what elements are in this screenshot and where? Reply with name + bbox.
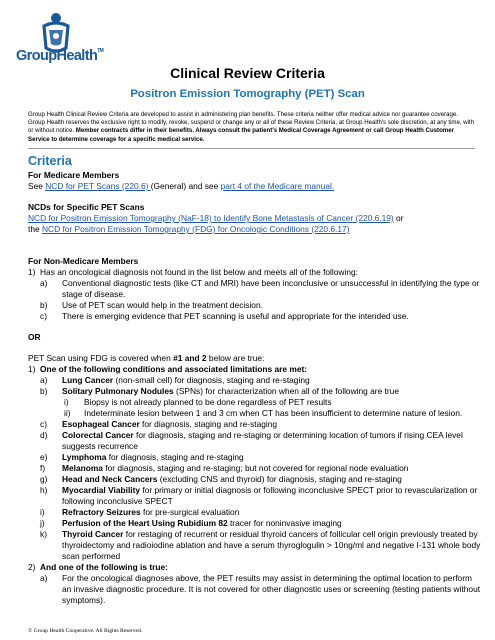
item-text: for pre-surgical evaluation xyxy=(140,507,240,517)
item-text: Biopsy is not already planned to be done regardless of PET results xyxy=(84,397,332,407)
list-item: 1) One of the following conditions and associated limitations are met: xyxy=(28,364,308,374)
ncd-fdg-link[interactable]: NCD for Positron Emission Tomography (FDG) for Oncologic Conditions (220.6.17) xyxy=(41,224,350,234)
ncd-naf18-link[interactable]: NCD for Positron Emission Tomography (NaF-18) to Identify Bone Metastasis of Cancer (220.6.19) xyxy=(28,213,394,223)
item-text: for diagnosis, staging and re-staging xyxy=(139,419,278,429)
medicare-manual-link[interactable]: part 4 of the Medicare manual. xyxy=(220,181,335,191)
item-text: Use of PET scan would help in the treatment decision. xyxy=(62,300,263,310)
condition-name: Esophageal Cancer xyxy=(62,419,140,429)
or-label: OR xyxy=(28,332,41,342)
condition-item xyxy=(28,507,483,518)
list-marker: f) xyxy=(40,463,46,473)
list-marker: i) xyxy=(64,397,69,407)
list-marker: k) xyxy=(40,529,47,539)
sub-list-item xyxy=(28,311,483,322)
condition-item xyxy=(28,529,483,562)
item-text: (excluding CNS and thyroid) for diagnosis, staging and re-staging xyxy=(157,474,402,484)
condition-name: Colorectal Cancer xyxy=(62,430,134,440)
list-marker: h) xyxy=(40,485,48,495)
list-marker: c) xyxy=(40,311,47,321)
condition-name: Lymphoma xyxy=(62,452,107,462)
page-title: Clinical Review Criteria xyxy=(170,65,325,81)
list-marker: a) xyxy=(40,573,48,583)
list-item: 2) And one of the following is true: xyxy=(28,562,168,572)
item-text: There is emerging evidence that PET scanning is useful and appropriate for the intended use. xyxy=(62,311,409,321)
condition-item xyxy=(28,474,483,485)
item-text: for restaging of recurrent or residual thyroid cancers of follicular cell origin previously treated by thyroidectomy and radioiodine ablation and have a serum thyroglogulin > 10ng/ml and negative I-131 whole body scan performed xyxy=(62,529,481,561)
condition-name: Solitary Pulmonary Nodules xyxy=(62,386,174,396)
logo-wordmark: GroupHealth™ xyxy=(16,48,104,64)
item-text: for primary or initial diagnosis or following inconclusive SPECT prior to revascularization or following inconclusive SPECT xyxy=(62,485,478,506)
non-medicare-heading: For Non-Medicare Members xyxy=(28,256,139,266)
list-marker: d) xyxy=(40,430,48,440)
condition-name: Perfusion of the Heart Using Rubidium 82 xyxy=(62,518,228,528)
item-text: for diagnosis, staging and re-staging or determining location of tumors if rising CEA level suggests recurrence xyxy=(62,430,463,451)
fdg-line: PET Scan using FDG is covered when #1 and 2 below are true: xyxy=(28,353,265,363)
sub-list-item xyxy=(28,573,483,606)
condition-item xyxy=(28,375,483,386)
list-marker: ii) xyxy=(64,408,71,418)
list-marker: c) xyxy=(40,419,47,429)
sub-list-item xyxy=(28,278,483,300)
criteria-heading: Criteria xyxy=(28,154,72,168)
condition-name: Refractory Seizures xyxy=(62,507,141,517)
list-marker: a) xyxy=(40,278,48,288)
item-text: tracer for noninvasive imaging xyxy=(227,518,342,528)
condition-name: Head and Neck Cancers xyxy=(62,474,158,484)
list-marker: i) xyxy=(40,507,45,517)
ncd-pet-scans-link[interactable]: NCD for PET Scans (220.6) xyxy=(45,181,151,191)
condition-item xyxy=(28,452,483,463)
item-text: for diagnosis, staging and re-staging xyxy=(106,452,244,462)
copyright-footer: © Group Health Cooperative. All Rights Reserved. xyxy=(28,628,143,634)
condition-item xyxy=(28,463,483,474)
condition-name: Melanoma xyxy=(62,463,103,473)
item-text: (non-small cell) for diagnosis, staging and re-staging xyxy=(113,375,310,385)
ncd-line-1: NCD for Positron Emission Tomography (NaF-18) to Identify Bone Metastasis of Cancer (220.6.19) or xyxy=(28,213,404,223)
list-marker: a) xyxy=(40,375,48,385)
condition-item xyxy=(28,430,483,452)
medicare-heading: For Medicare Members xyxy=(28,170,120,180)
list-marker: e) xyxy=(40,452,48,462)
condition-name: Myocardial Viability xyxy=(62,485,141,495)
criteria-section xyxy=(28,154,483,606)
condition-item xyxy=(28,485,483,507)
item-text: for diagnosis, staging and re-staging; but not covered for regional node evaluation xyxy=(102,463,409,473)
item-text: For the oncological diagnoses above, the PET results may assist in determining the optimal location to perform an invasive diagnostic procedure. It is not covered for other diagnostic uses or screening (testing patients without symptoms). xyxy=(62,573,481,605)
medicare-see-line: See NCD for PET Scans (220.6) (General) and see part 4 of the Medicare manual. xyxy=(28,181,335,191)
item-text: Indeterminate lesion between 1 and 3 cm when CT has been insufficient to determine nature of lesion. xyxy=(84,408,463,418)
list-item: 1) Has an oncological diagnosis not found in the list below and meets all of the following: xyxy=(28,267,358,277)
sub-list-item xyxy=(28,300,483,311)
ncd-heading: NCDs for Specific PET Scans xyxy=(28,202,145,212)
condition-name: Lung Cancer xyxy=(62,375,114,385)
list-marker: b) xyxy=(40,386,48,396)
condition-sub-item xyxy=(28,397,483,408)
list-marker: j) xyxy=(40,518,45,528)
intro-paragraph: Group Health Clinical Review Criteria are developed to assist in administering plan benefits. These criteria neither offer medical advice nor guarantee coverage. Group Health reserves the exclusive right to modify, revoke, suspend or change any or all of these Review Criteria, at Group Health's sole discretion, at any time, with or without notice. Member contracts differ in their benefits. Always consult the patient's Medical Coverage Agreement or call Group Health Customer Service to determine coverage for a specific medical service. xyxy=(28,111,475,143)
condition-name: Thyroid Cancer xyxy=(62,529,124,539)
page-subtitle: Positron Emission Tomography (PET) Scan xyxy=(130,88,365,100)
condition-item xyxy=(28,419,483,430)
condition-item xyxy=(28,386,483,397)
list-marker: b) xyxy=(40,300,48,310)
item-text: Conventional diagnostic tests (like CT and MRI) have been inconclusive or unsuccessful in identifying the type or stage of disease. xyxy=(62,278,480,299)
list-marker: g) xyxy=(40,474,48,484)
item-text: (SPNs) for characterization when all of the following are true xyxy=(173,386,400,396)
ncd-line-2: the NCD for Positron Emission Tomography (FDG) for Oncologic Conditions (220.6.17) xyxy=(28,224,350,234)
condition-item xyxy=(28,518,483,529)
condition-sub-item xyxy=(28,408,483,419)
divider xyxy=(28,148,475,149)
